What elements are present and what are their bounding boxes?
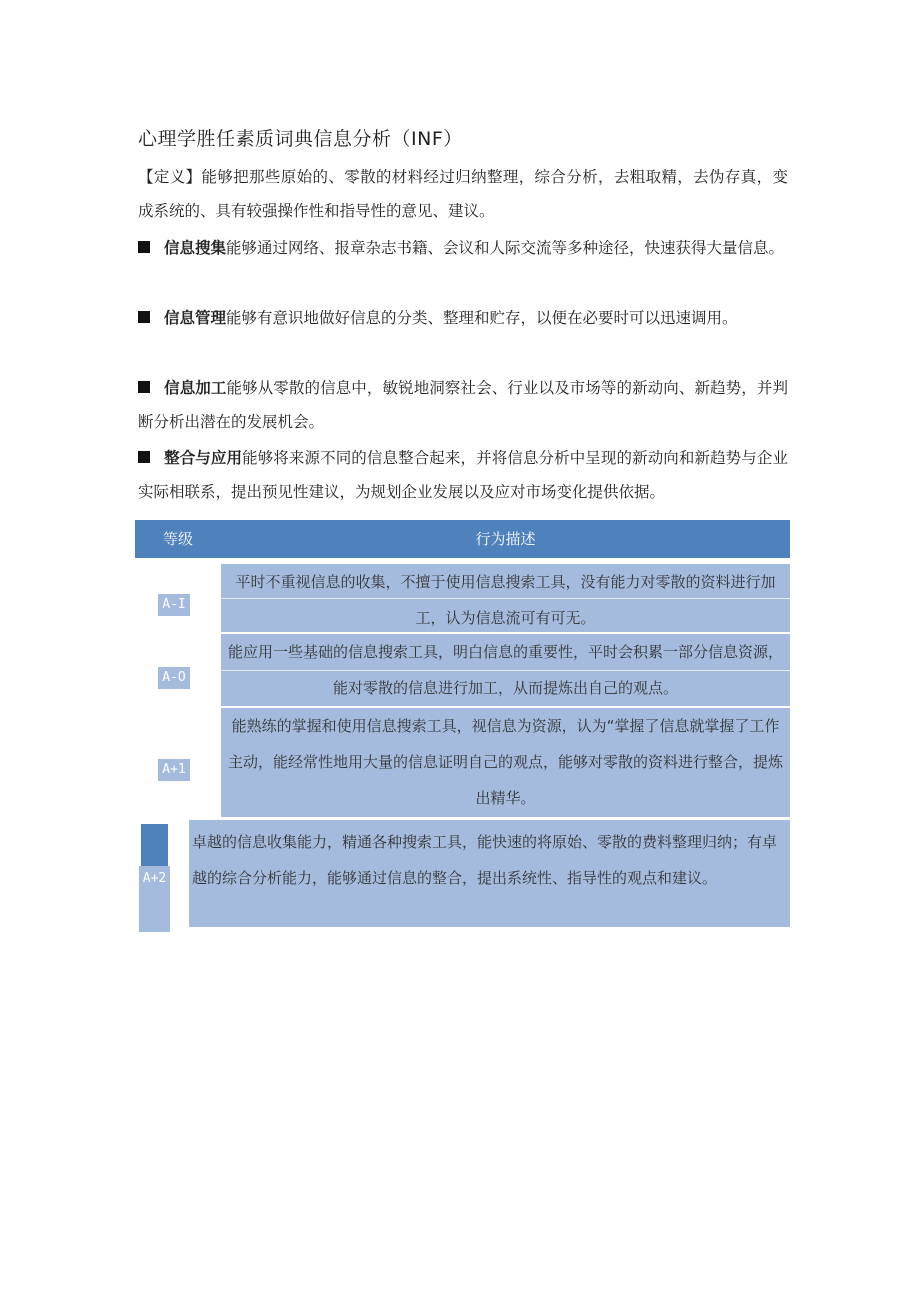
square-bullet-icon	[138, 241, 150, 253]
table-row-description: 能应用一些基础的信息搜索工具，明白信息的重要性，平时会积累一部分信息资源，能对零散的信息进行加工，从而提炼出自己的观点。	[221, 634, 790, 706]
table-row-description: 能熟练的掌握和使用信息搜索工具，视信息为资源，认为“掌握了信息就掌握了工作主动，能经常性地用大量的信息证明自己的观点，能够对零散的资料进行整合，提炼出精华。	[221, 708, 790, 817]
item-text: 能够从零散的信息中，敏锐地洞察社会、行业以及市场等的新动向、新趋势，并判断分析出潜在的发展机会。	[138, 379, 788, 431]
table-row-description: 卓越的信息收集能力，精通各种搜索工具，能快速的将原始、零散的费料整理归纳；有卓越的综合分析能力，能够通过信息的整合，提出系统性、指导性的观点和建议。	[189, 820, 790, 927]
item-key: 信息管理	[164, 309, 227, 327]
square-bullet-icon	[138, 381, 150, 393]
definition-label: 【定义】	[138, 168, 202, 186]
row-divider	[221, 670, 790, 671]
table-header-description: 行为描述	[221, 520, 790, 558]
row-divider	[221, 598, 790, 599]
level-badge: A-O	[158, 667, 190, 689]
table-row-description: 平时不重视信息的收集，不擅于使用信息搜索工具，没有能力对零散的资料进行加工，认为信息流可有可无。	[221, 564, 790, 632]
item-info-collection	[138, 231, 788, 265]
definition-text: 能够把那些原始的、零散的材料经过归纳整理，综合分析，去粗取精，去伪存真，变成系统的、具有较强操作性和指导性的意见、建议。	[138, 168, 788, 220]
level-badge: A+2	[139, 866, 170, 932]
level-badge: A-I	[158, 594, 190, 616]
item-key: 信息搜集	[164, 239, 227, 257]
item-text: 能够通过网络、报章杂志书籍、会议和人际交流等多种途径，快速获得大量信息。	[226, 239, 785, 257]
level-badge: A+1	[158, 759, 190, 781]
item-text: 能够将来源不同的信息整合起来，并将信息分析中呈现的新动向和新趋势与企业实际相联系，提出预见性建议，为规划企业发展以及应对市场变化提供依据。	[138, 449, 788, 501]
item-integration-application	[138, 441, 788, 509]
item-key: 整合与应用	[164, 449, 243, 467]
item-info-processing	[138, 371, 788, 439]
level-marker	[141, 824, 168, 866]
square-bullet-icon	[138, 311, 150, 323]
page-title: 心理学胜任素质词典信息分析（INF）	[138, 128, 463, 150]
definition-paragraph	[138, 160, 788, 228]
item-key: 信息加工	[164, 379, 227, 397]
item-text: 能够有意识地做好信息的分类、整理和贮存，以便在必要时可以迅速调用。	[226, 309, 738, 327]
square-bullet-icon	[138, 451, 150, 463]
table-header-level: 等级	[135, 520, 221, 558]
item-info-management	[138, 301, 788, 335]
